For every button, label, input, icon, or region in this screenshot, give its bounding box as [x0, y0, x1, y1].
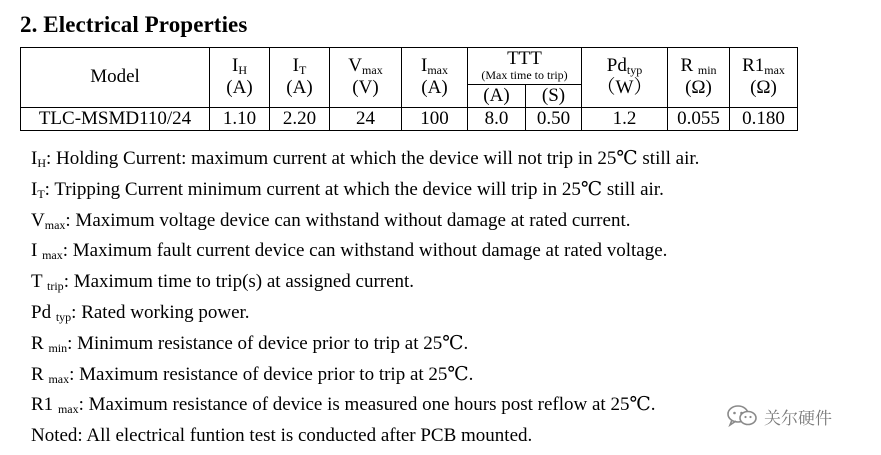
cell-vmax: 24: [330, 108, 402, 131]
note-pd: Pd $_{typ}$: Rated working power.: [31, 301, 250, 324]
wechat-icon: [726, 404, 758, 428]
note-pcb: Noted: All electrical funtion test is conducted after PCB mounted.: [31, 425, 533, 447]
section-heading: 2. Electrical Properties: [20, 12, 248, 37]
header-ih: $I_H$ (A): [210, 48, 270, 108]
cell-r1max: 0.180: [730, 108, 798, 131]
cell-imax: 100: [402, 108, 468, 131]
note-ih: $I_H$: Holding Current: maximum current at which the device will not trip in 25℃ still air.: [31, 148, 700, 170]
definitions-list: [31, 144, 699, 452]
header-ttt: TTT (Max time to trip): [468, 48, 582, 85]
note-rmax: R $_{max}$: Maximum resistance of device prior to trip at 25℃.: [31, 363, 474, 386]
header-rmin: R $_{min}$ (Ω): [668, 48, 730, 108]
header-ttt-unit-a: (A): [468, 85, 526, 108]
cell-ttt-a: 8.0: [468, 108, 526, 131]
electrical-properties-table: [20, 47, 798, 131]
cell-model: TLC-MSMD110/24: [21, 108, 210, 131]
watermark: [726, 403, 832, 429]
cell-ih: 1.10: [210, 108, 270, 131]
note-imax: I $_{max}$: Maximum fault current device can withstand without damage at rated voltage.: [31, 240, 668, 263]
cell-pd: 1.2: [582, 108, 668, 131]
note-vmax: $V_{max}$: Maximum voltage device can withstand without damage at rated current.: [31, 209, 631, 232]
table-row: [21, 108, 798, 131]
note-r1max: R1 $_{max}$: Maximum resistance of device is measured one hours post reflow at 25℃.: [31, 394, 656, 417]
watermark-text: 关尔硬件: [764, 408, 832, 429]
cell-it: 2.20: [270, 108, 330, 131]
note-it: $I_T$: Tripping Current minimum current at which the device will trip in 25℃ still air.: [31, 178, 664, 201]
note-ttrip: T $_{trip}$: Maximum time to trip(s) at assigned current.: [31, 271, 415, 294]
header-ttt-unit-s: (S): [526, 85, 582, 108]
header-it: $I_T$ (A): [270, 48, 330, 108]
header-model: Model: [21, 48, 210, 108]
header-imax: $I_{max}$ (A): [402, 48, 468, 108]
note-rmin: R $_{min}$: Minimum resistance of device prior to trip at 25℃.: [31, 332, 469, 355]
header-pd: $Pd_{typ}$ （W）: [582, 48, 668, 108]
table-header-row: [21, 48, 798, 85]
cell-ttt-s: 0.50: [526, 108, 582, 131]
cell-rmin: 0.055: [668, 108, 730, 131]
header-r1max: $R1_{max}$ (Ω): [730, 48, 798, 108]
header-vmax: $V_{max}$ (V): [330, 48, 402, 108]
